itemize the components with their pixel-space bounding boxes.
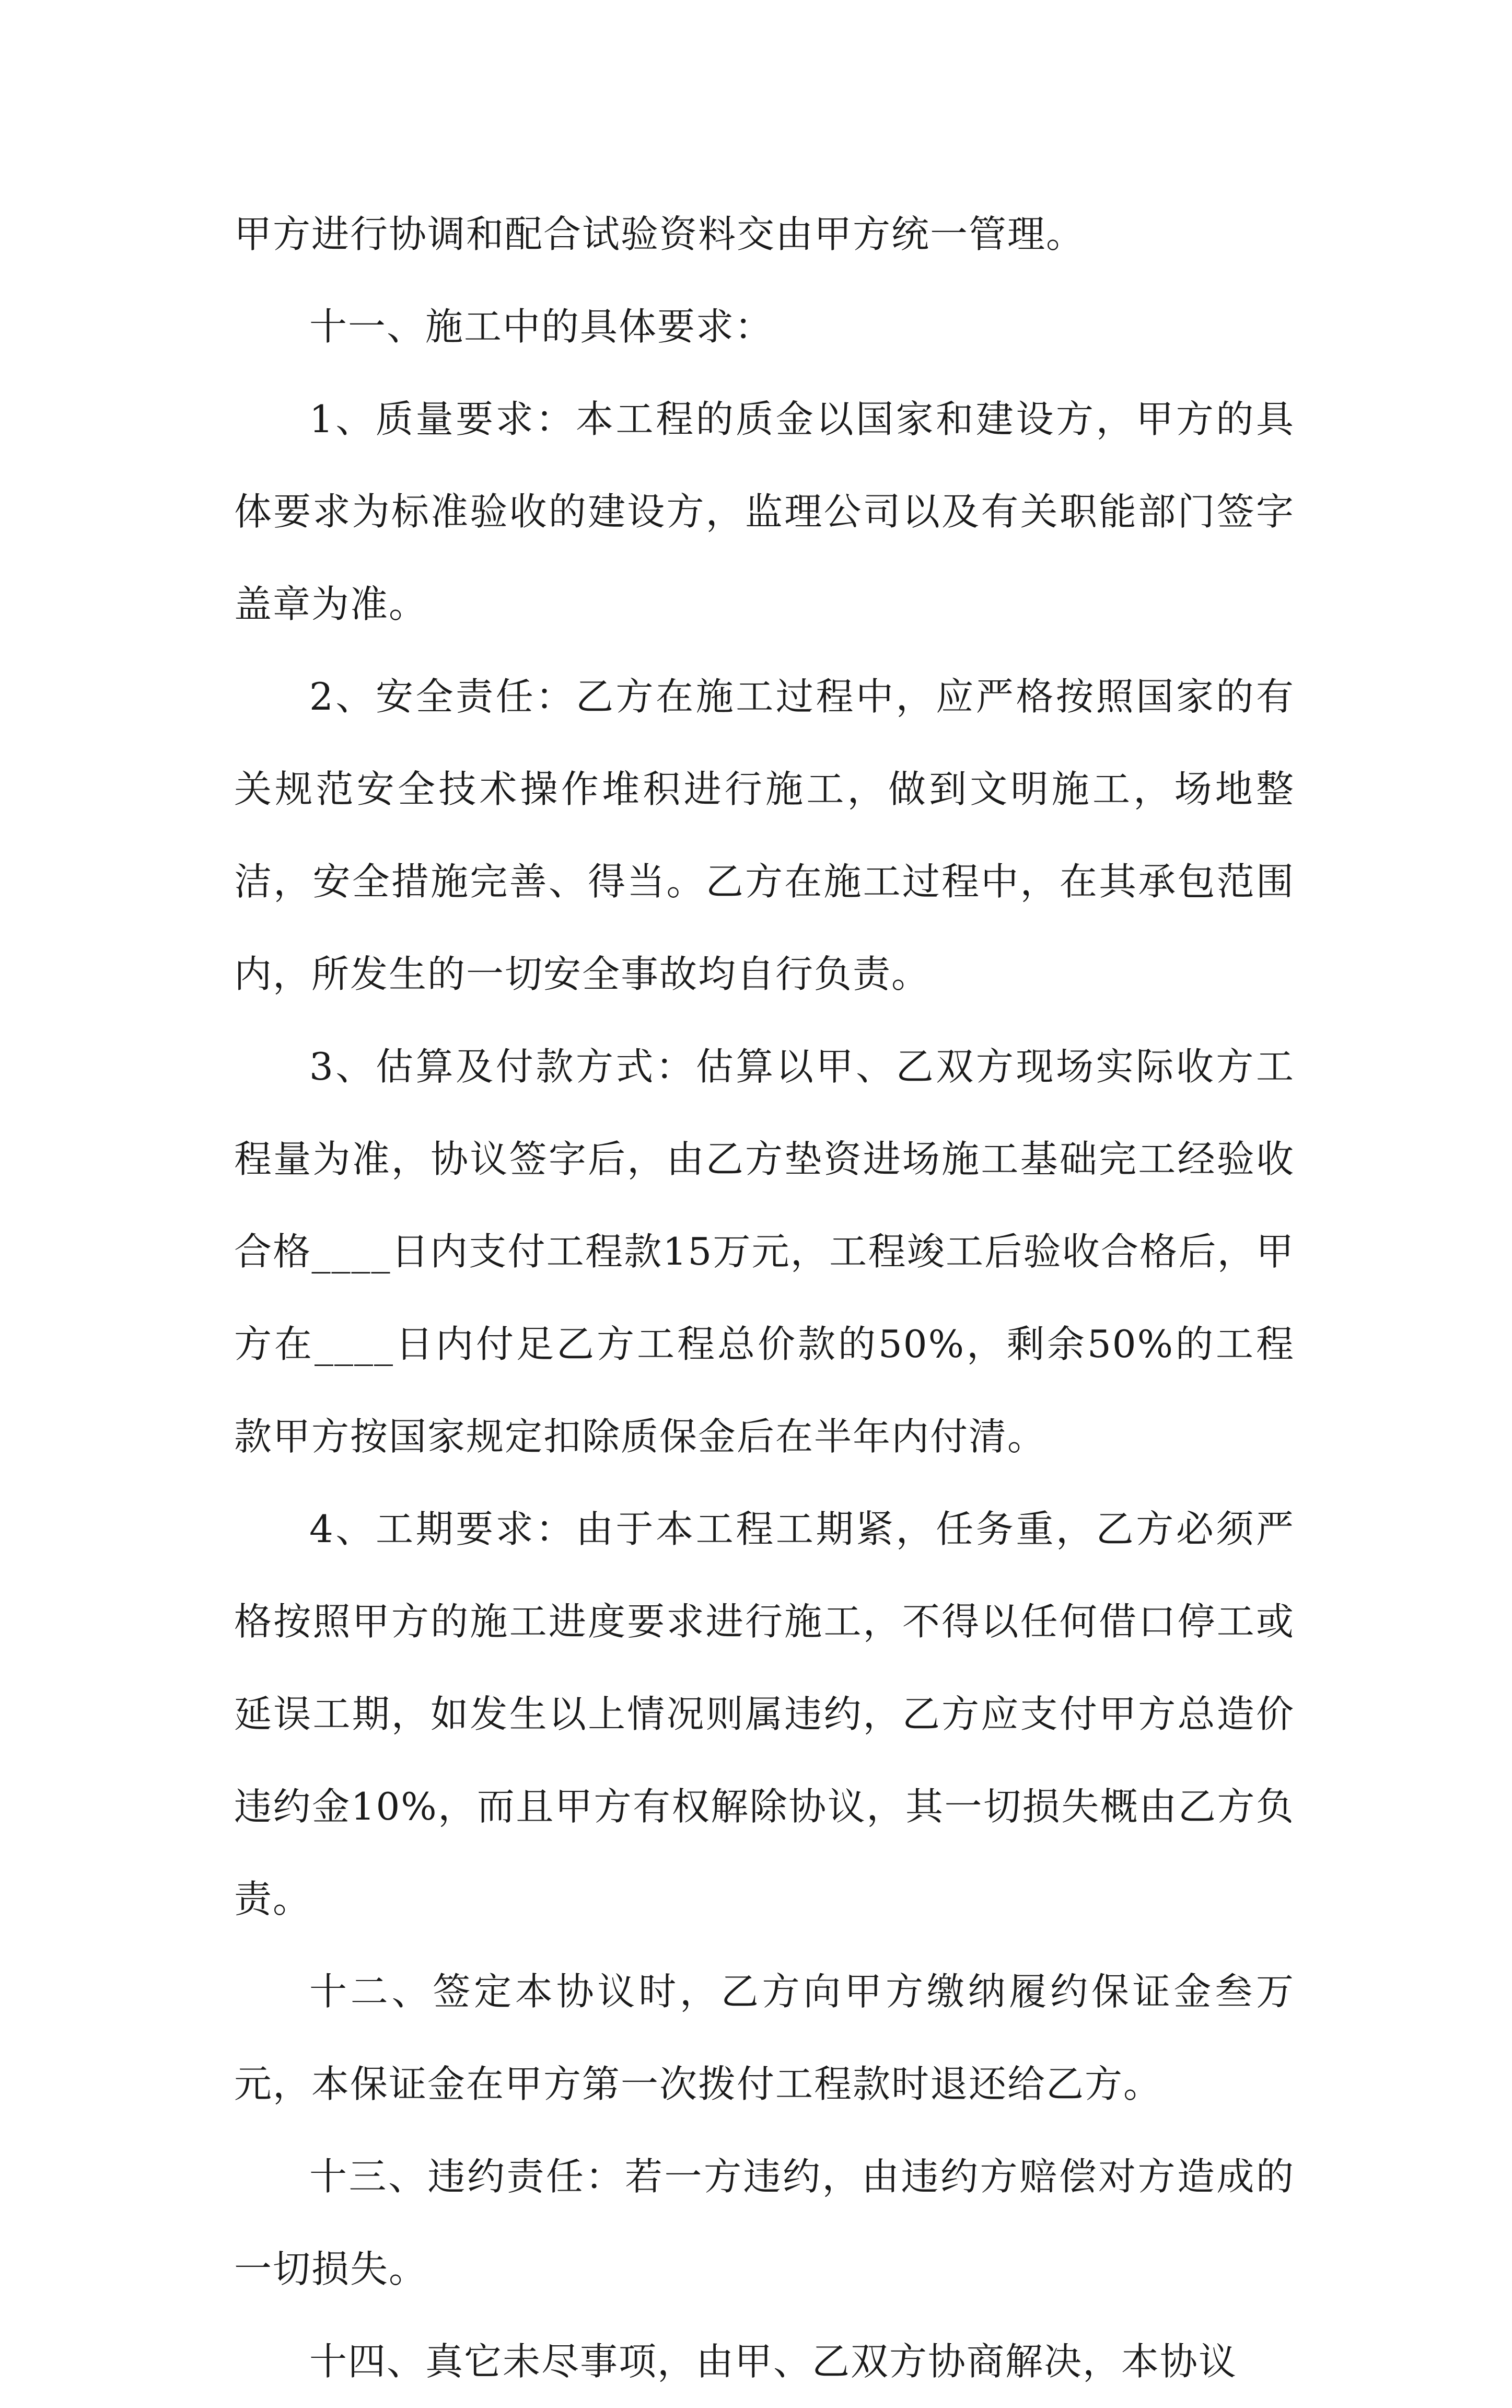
paragraph-payment-terms: 3、估算及付款方式：估算以甲、乙双方现场实际收方工程量为准，协议签字后，由乙方垫资进场施工基础完工经验收合格____日内支付工程款15万元，工程竣工后验收合格后，甲方在____日内付足乙方工程总价款的50%，剩余50%的工程款甲方按国家规定扣除质保金后在半年内付清。 [234, 1045, 1295, 1458]
paragraph-continuation: 甲方进行协调和配合试验资料交由甲方统一管理。 [234, 212, 1085, 256]
paragraph-section-11: 十一、施工中的具体要求： [309, 305, 774, 349]
paragraph-safety-responsibility: 2、安全责任：乙方在施工过程中，应严格按照国家的有关规范安全技术操作堆积进行施工，做到文明施工，场地整洁，安全措施完善、得当。乙方在施工过程中，在其承包范围内，所发生的一切安全事故均自行负责。 [234, 675, 1295, 996]
paragraph-section-13: 十三、违约责任：若一方违约，由违约方赔偿对方造成的一切损失。 [234, 2155, 1295, 2291]
paragraph-section-14: 十四、真它未尽事项，由甲、乙双方协商解决，本协议 [309, 2340, 1238, 2383]
paragraph-section-12: 十二、签定本协议时，乙方向甲方缴纳履约保证金叁万元，本保证金在甲方第一次拨付工程款时退还给乙方。 [234, 1970, 1295, 2106]
paragraph-schedule-requirements: 4、工期要求：由于本工程工期紧，任务重，乙方必须严格按照甲方的施工进度要求进行施工，不得以任何借口停工或延误工期，如发生以上情况则属违约，乙方应支付甲方总造价违约金10%，而且甲方有权解除协议，其一切损失概由乙方负责。 [234, 1507, 1295, 1921]
paragraph-quality-requirements: 1、质量要求：本工程的质金以国家和建设方，甲方的具体要求为标准验收的建设方，监理公司以及有关职能部门签字盖章为准。 [234, 397, 1295, 626]
document-body [234, 188, 1295, 2408]
